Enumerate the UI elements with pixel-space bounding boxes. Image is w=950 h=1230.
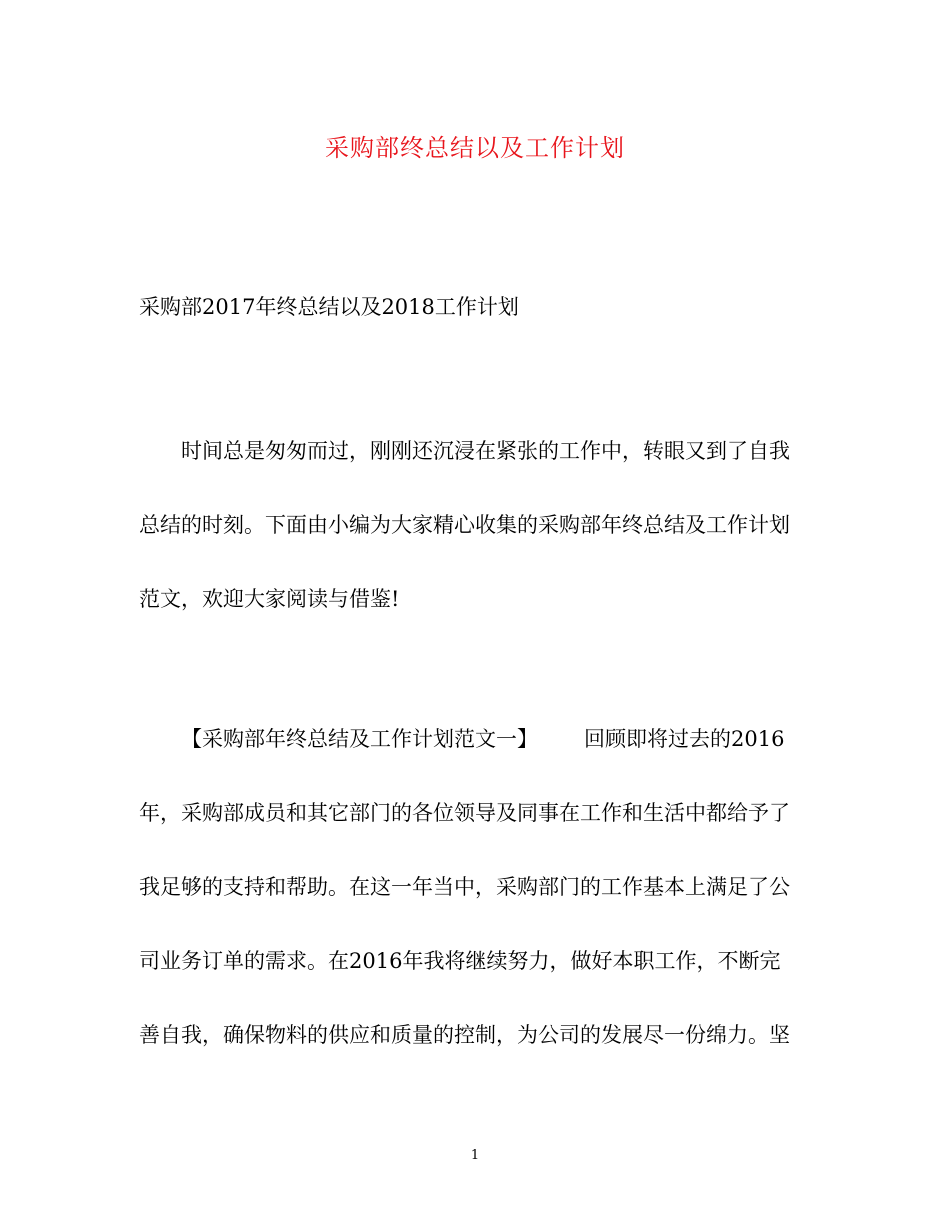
section-heading: 【采购部年终总结及工作计划范文一】 (181, 727, 538, 751)
paragraph-line: 年，采购部成员和其它部门的各位领导及同事在工作和生活中都给予了 (139, 801, 790, 825)
paragraph-line: 我足够的支持和帮助。在这一年当中，采购部门的工作基本上满足了公 (139, 875, 790, 899)
paragraph-line: 善自我，确保物料的供应和质量的控制，为公司的发展尽一份绵力。坚 (139, 1023, 790, 1047)
paragraph-line: 时间总是匆匆而过，刚刚还沉浸在紧张的工作中，转眼又到了自我 (181, 439, 790, 463)
page-number: 1 (470, 1148, 480, 1163)
document-subtitle: 采购部2017年终总结以及2018工作计划 (139, 295, 519, 319)
paragraph-line: 司业务订单的需求。在2016年我将继续努力，做好本职工作，不断完 (139, 949, 781, 973)
page-title: 采购部终总结以及工作计划 (325, 134, 625, 162)
paragraph-line: 总结的时刻。下面由小编为大家精心收集的采购部年终总结及工作计划 (139, 513, 790, 537)
paragraph-line: 范文，欢迎大家阅读与借鉴! (139, 587, 400, 611)
paragraph-line-rest: 回顾即将过去的2016 (584, 727, 785, 751)
paragraph-first-line (181, 719, 784, 759)
